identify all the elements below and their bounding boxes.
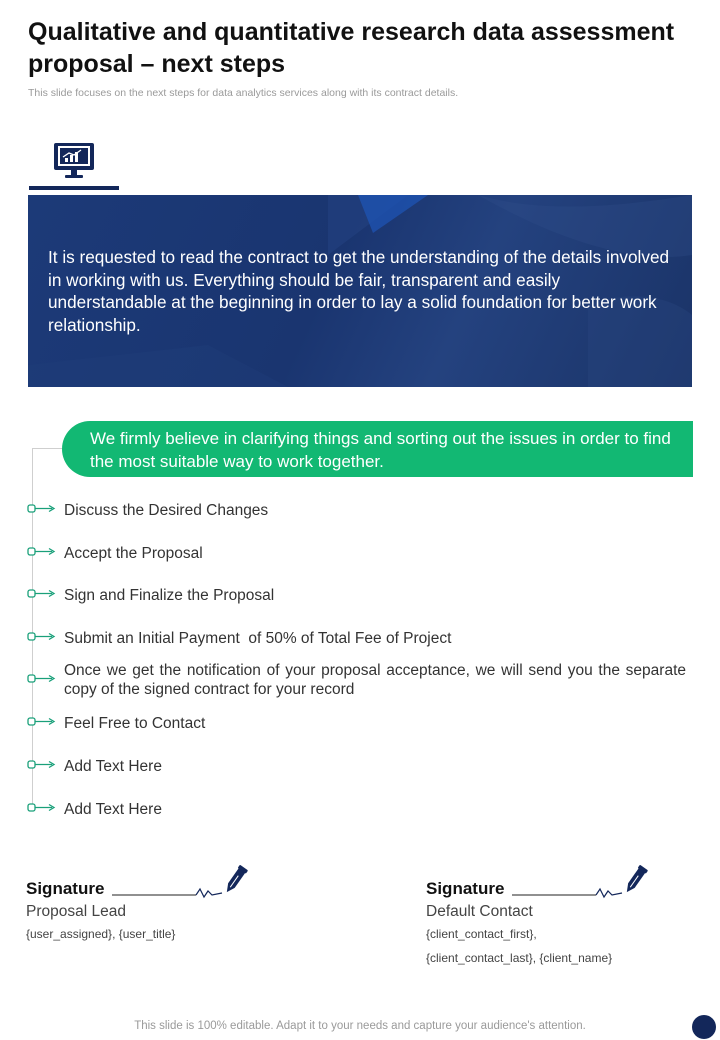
step-label: Sign and Finalize the Proposal — [64, 587, 275, 604]
contract-banner — [28, 195, 692, 387]
arrow-right-icon — [27, 717, 57, 727]
pen-icon — [623, 865, 648, 895]
highlight-pill — [62, 421, 693, 477]
page-title: Qualitative and quantitative research data assessment proposal – next steps — [28, 18, 675, 78]
arrow-right-icon — [27, 504, 57, 514]
monitor-icon-block — [29, 142, 119, 190]
signature-field-line: {client_contact_first}, — [426, 927, 537, 941]
monitor-chart-icon — [53, 142, 95, 180]
step-label: Discuss the Desired Changes — [64, 502, 269, 519]
arrow-right-icon — [27, 803, 57, 813]
step-label: Add Text Here — [64, 758, 162, 775]
step-label: Once we get the notification of your proposal acceptance, we will send you the separate copy of the signed contract for your record — [64, 662, 686, 698]
signature-title: Signature — [26, 879, 105, 898]
step-label: Accept the Proposal — [64, 545, 203, 562]
page-indicator-dot — [692, 1015, 716, 1039]
arrow-right-icon — [27, 589, 57, 599]
signature-fields — [426, 922, 686, 970]
signature-title: Signature — [426, 879, 505, 898]
signature-field-line: {user_assigned}, {user_title} — [26, 927, 176, 941]
pen-icon — [223, 865, 248, 895]
signature-line[interactable] — [426, 863, 656, 903]
page-subtitle: This slide focuses on the next steps for data analytics services along with its contract details. — [28, 87, 459, 99]
arrow-right-icon — [27, 632, 57, 642]
step-label: Feel Free to Contact — [64, 715, 206, 732]
signature-role: Default Contact — [426, 903, 533, 920]
step-label: Submit an Initial Payment of 50% of Total Fee of Project — [64, 630, 452, 647]
timeline-line — [32, 448, 33, 810]
timeline-connector — [32, 448, 62, 449]
icon-underline — [29, 186, 119, 190]
arrow-right-icon — [27, 760, 57, 770]
step-label: Add Text Here — [64, 801, 162, 818]
signature-line[interactable] — [26, 863, 256, 903]
signature-fields — [26, 922, 286, 946]
banner-text: It is requested to read the contract to get the understanding of the details involved in working with us. Everything should be fair, transparent and easily understandable at the beginning in order to lay a solid foundation for better work relationship. — [48, 247, 670, 335]
signature-role: Proposal Lead — [26, 903, 126, 920]
footer-note: This slide is 100% editable. Adapt it to your needs and capture your audience's attention. — [134, 1020, 586, 1032]
arrow-right-icon — [27, 674, 57, 684]
signature-block-proposal-lead — [26, 863, 286, 946]
highlight-text: We firmly believe in clarifying things and sorting out the issues in order to find the most suitable way to work together. — [90, 429, 671, 471]
arrow-right-icon — [27, 547, 57, 557]
signature-field-line: {client_contact_last}, {client_name} — [426, 951, 613, 965]
signature-block-default-contact — [426, 863, 686, 970]
